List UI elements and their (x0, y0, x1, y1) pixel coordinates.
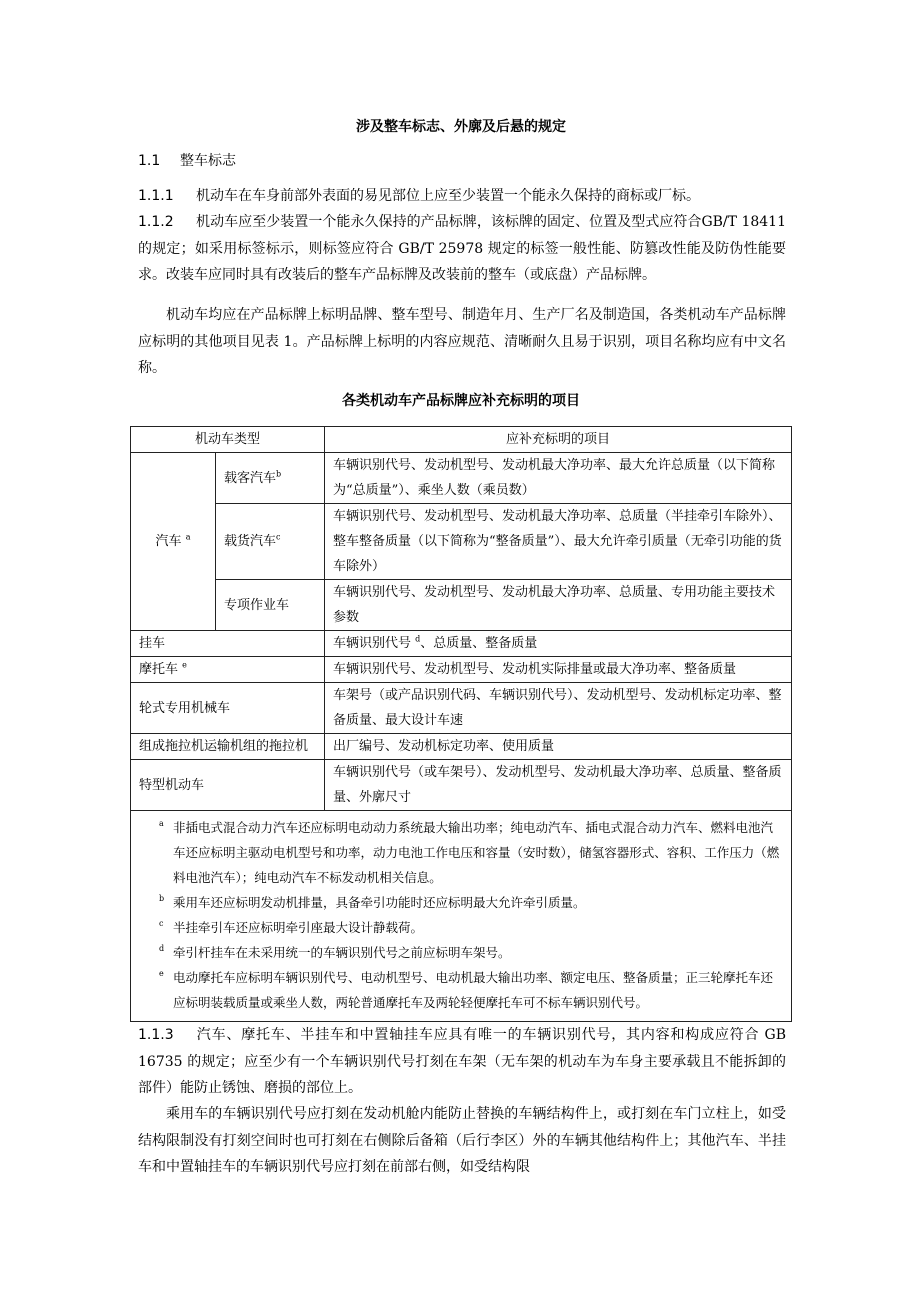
vehicle-type: 摩托车 (139, 662, 179, 677)
vehicle-type-cell (216, 453, 325, 504)
table-row (131, 631, 792, 657)
document-title: 涉及整车标志、外廓及后悬的规定 (356, 119, 566, 135)
clause-text: 机动车应至少装置一个能永久保持的产品标牌，该标牌的固定、位置及型式应符合GB/T 18411 的规定；如采用标签标示，则标签应符合 GB/T 25978 规定的标签一般性能、防篡改性能及防伪性能要求。改装车应同时具有改装后的整车产品标牌及改装前的整车（或底盘）产品标牌。 (138, 214, 786, 283)
vehicle-type-cell (216, 580, 325, 631)
required-items-cell: 车辆识别代号、发动机型号、发动机最大净功率、总质量、专用功能主要技术参数 (325, 580, 792, 631)
footnote-mark: b (159, 894, 165, 903)
vehicle-type-cell (131, 657, 325, 683)
table-row (131, 453, 792, 504)
paragraph-vin-location: 乘用车的车辆识别代号应打刻在发动机舱内能防止替换的车辆结构件上，或打刻在车门立柱上，如受结构限制没有打刻空间时也可打刻在右侧除后备箱（后行李区）外的车辆其他结构件上；其他汽车、半挂车和中置轴挂车的车辆识别代号应打刻在前部右侧，如受结构限 (138, 1106, 786, 1175)
table-row (131, 657, 792, 683)
clause-number: 1.1.1 (138, 188, 174, 204)
required-items-cell: 车辆识别代号、发动机型号、发动机最大净功率、总质量（半挂牵引车除外）、整车整备质量（以下简称为“整备质量”）、最大允许牵引质量（无牵引功能的货车除外） (325, 504, 792, 580)
paragraph-nameplate-items: 机动车均应在产品标牌上标明品牌、整车型号、制造年月、生产厂名及制造国，各类机动车产品标牌应标明的其他项目见表 1。产品标牌上标明的内容应规范、清晰耐久且易于识别，项目名称均应有中文名称。 (138, 307, 786, 376)
footnote-mark: e (159, 969, 164, 978)
footnote-mark: d (415, 634, 421, 644)
note-text: 牵引杆挂车在未采用统一的车辆识别代号之前应标明车架号。 (173, 945, 511, 960)
footnote-mark: a (159, 819, 164, 828)
group-label: 汽车 (155, 534, 182, 549)
required-items-cell: 车辆识别代号（或车架号）、发动机型号、发动机最大净功率、总质量、整备质量、外廓尺寸 (325, 760, 792, 811)
clause-1-1-3 (138, 1022, 786, 1102)
table-note (159, 815, 783, 890)
table-note (159, 965, 783, 1015)
required-items-cell: 出厂编号、发动机标定功率、使用质量 (325, 734, 792, 760)
required-items-cell: 车架号（或产品识别代码、车辆识别代号）、发动机型号、发动机标定功率、整备质量、最大设计车速 (325, 683, 792, 734)
vehicle-type: 载客汽车 (224, 470, 277, 486)
table-row (131, 734, 792, 760)
clause-1-1-1 (138, 183, 786, 210)
footnote-mark: c (159, 919, 164, 928)
table-header-row (131, 427, 792, 453)
clause-1-1-2 (138, 209, 786, 289)
section-title: 整车标志 (180, 153, 236, 169)
section-heading (138, 150, 236, 170)
note-text: 非插电式混合动力汽车还应标明电动动力系统最大输出功率；纯电动汽车、插电式混合动力汽车、燃料电池汽车还应标明主驱动电机型号和功率，动力电池工作电压和容量（安时数），储氢容器形式、容积、工作压力（燃料电池汽车）；纯电动汽车不标发动机相关信息。 (173, 820, 780, 885)
header-required-items: 应补充标明的项目 (325, 427, 792, 453)
vehicle-type-cell: 特型机动车 (131, 760, 325, 811)
note-text: 电动摩托车应标明车辆识别代号、电动机型号、电动机最大输出功率、额定电压、整备质量；正三轮摩托车还应标明装载质量或乘坐人数，两轮普通摩托车及两轮轻便摩托车可不标车辆识别代号。 (173, 970, 774, 1010)
note-text: 半挂牵引车还应标明牵引座最大设计静载荷。 (173, 920, 424, 935)
clause-text: 汽车、摩托车、半挂车和中置轴挂车应具有唯一的车辆识别代号，其内容和构成应符合 GB 16735 的规定；应至少有一个车辆识别代号打刻在车架（无车架的机动车为车身主要承载且不能拆卸的部件）能防止锈蚀、磨损的部位上。 (138, 1027, 786, 1096)
header-vehicle-type: 机动车类型 (131, 427, 325, 453)
required-items-cell (325, 631, 792, 657)
clause-number: 1.1.3 (138, 1027, 174, 1043)
footnote-mark: c (276, 532, 281, 542)
section-number: 1.1 (138, 153, 161, 169)
footnote-mark: b (276, 469, 282, 479)
table-row (131, 504, 792, 580)
footnote-mark: e (182, 660, 187, 670)
required-items-cell: 车辆识别代号、发动机型号、发动机实际排量或最大净功率、整备质量 (325, 657, 792, 683)
items-prefix: 车辆识别代号 (333, 636, 412, 651)
table-row (131, 760, 792, 811)
table-note (159, 915, 783, 940)
vehicle-type-cell: 组成拖拉机运输机组的拖拉机 (131, 734, 325, 760)
table-note (159, 890, 783, 915)
vehicle-type-cell (216, 504, 325, 580)
group-cell-automobile (131, 453, 216, 631)
vehicle-type-cell: 挂车 (131, 631, 325, 657)
required-items-cell: 车辆识别代号、发动机型号、发动机最大净功率、最大允许总质量（以下简称为“总质量”）、乘坐人数（乘员数） (325, 453, 792, 504)
vehicle-type-cell: 轮式专用机械车 (131, 683, 325, 734)
table-note (159, 940, 783, 965)
table-title: 各类机动车产品标牌应补充标明的项目 (342, 393, 580, 409)
clause-number: 1.1.2 (138, 214, 174, 230)
nameplate-items-table (130, 426, 792, 1022)
clause-text: 机动车在车身前部外表面的易见部位上应至少装置一个能永久保持的商标或厂标。 (196, 188, 700, 204)
footnote-mark: a (185, 532, 191, 542)
vehicle-type: 载货汽车 (224, 534, 277, 549)
table-notes-row (131, 811, 792, 1022)
table-notes (131, 811, 792, 1022)
vehicle-type: 专项作业车 (224, 597, 290, 613)
footnote-mark: d (159, 944, 165, 953)
table-row (131, 580, 792, 631)
note-text: 乘用车还应标明发动机排量，具备牵引功能时还应标明最大允许牵引质量。 (173, 895, 586, 910)
table-row (131, 683, 792, 734)
items-text: 、总质量、整备质量 (420, 636, 538, 651)
